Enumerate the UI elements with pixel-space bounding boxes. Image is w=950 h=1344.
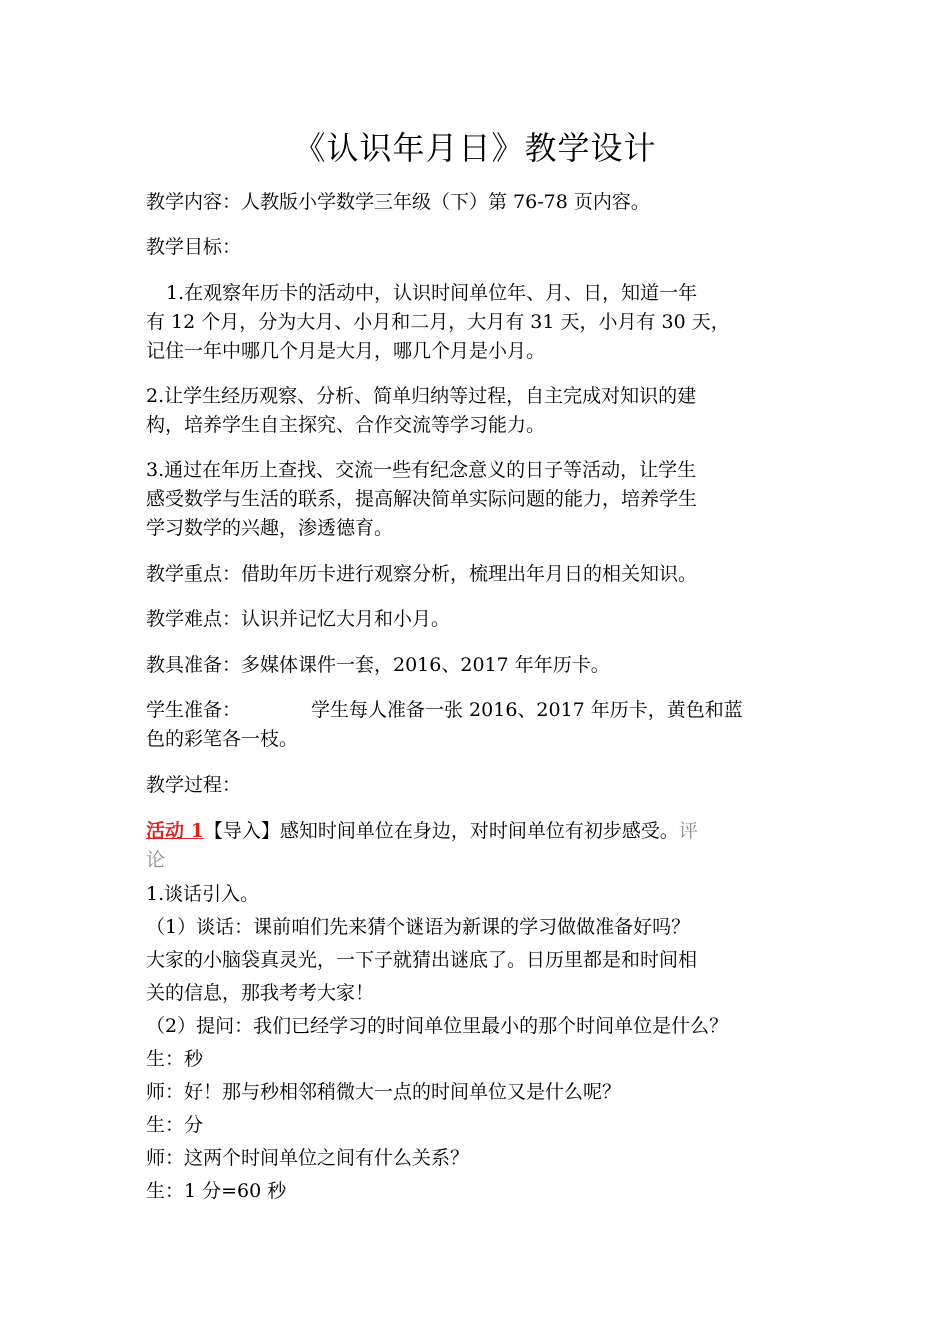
- goal-3-line-3: 学习数学的兴趣，渗透德育。: [146, 517, 394, 539]
- goals-heading: 教学目标：: [146, 236, 242, 258]
- comment-marker-cont: 论: [146, 849, 166, 871]
- step-9: 师：这两个时间单位之间有什么关系？: [146, 1147, 470, 1169]
- goal-1-line-1: 1.在观察年历卡的活动中，认识时间单位年、月、日，知道一年: [166, 282, 698, 304]
- step-8: 生：分: [146, 1114, 204, 1136]
- student-prep-text: 学生每人准备一张 2016、2017 年历卡，黄色和蓝: [311, 699, 743, 721]
- student-prep-line-1: [146, 696, 743, 725]
- key-point: 教学重点：借助年历卡进行观察分析，梳理出年月日的相关知识。: [146, 563, 698, 585]
- activity-text: 【导入】感知时间单位在身边，对时间单位有初步感受。: [203, 820, 679, 842]
- activity-1-line: [146, 817, 698, 846]
- student-prep-line-2: 色的彩笔各一枝。: [146, 728, 299, 750]
- document-title: 《认识年月日》教学设计: [293, 129, 657, 167]
- goal-1-line-3: 记住一年中哪几个月是大月，哪几个月是小月。: [146, 340, 546, 362]
- goal-3-line-2: 感受数学与生活的联系，提高解决简单实际问题的能力，培养学生: [146, 488, 698, 510]
- student-prep-label: 学生准备：: [146, 699, 242, 721]
- step-10: 生：1 分=60 秒: [146, 1180, 287, 1202]
- step-5: （2）提问：我们已经学习的时间单位里最小的那个时间单位是什么？: [146, 1015, 729, 1037]
- step-2: （1）谈话：课前咱们先来猜个谜语为新课的学习做做准备好吗？: [146, 916, 691, 938]
- goal-2-line-1: 2.让学生经历观察、分析、简单归纳等过程，自主完成对知识的建: [146, 385, 697, 407]
- goal-3-line-1: 3.通过在年历上查找、交流一些有纪念意义的日子等活动，让学生: [146, 459, 697, 481]
- activity-tag[interactable]: 活动 1: [146, 820, 204, 842]
- teaching-content: 教学内容：人教版小学数学三年级（下）第 76-78 页内容。: [146, 191, 650, 213]
- difficulty: 教学难点：认识并记忆大月和小月。: [146, 608, 451, 630]
- step-3: 大家的小脑袋真灵光，一下子就猜出谜底了。日历里都是和时间相: [146, 949, 698, 971]
- teaching-tools: 教具准备：多媒体课件一套，2016、2017 年年历卡。: [146, 654, 610, 676]
- step-6: 生：秒: [146, 1048, 204, 1070]
- comment-marker[interactable]: 评: [678, 820, 698, 842]
- step-1: 1.谈话引入。: [146, 883, 260, 905]
- goal-1-line-2: 有 12 个月，分为大月、小月和二月，大月有 31 天，小月有 30 天，: [146, 311, 730, 333]
- goal-2-line-2: 构，培养学生自主探究、合作交流等学习能力。: [146, 414, 546, 436]
- step-7: 师：好！那与秒相邻稍微大一点的时间单位又是什么呢？: [146, 1081, 622, 1103]
- step-4: 关的信息，那我考考大家！: [146, 982, 375, 1004]
- process-heading: 教学过程：: [146, 774, 242, 796]
